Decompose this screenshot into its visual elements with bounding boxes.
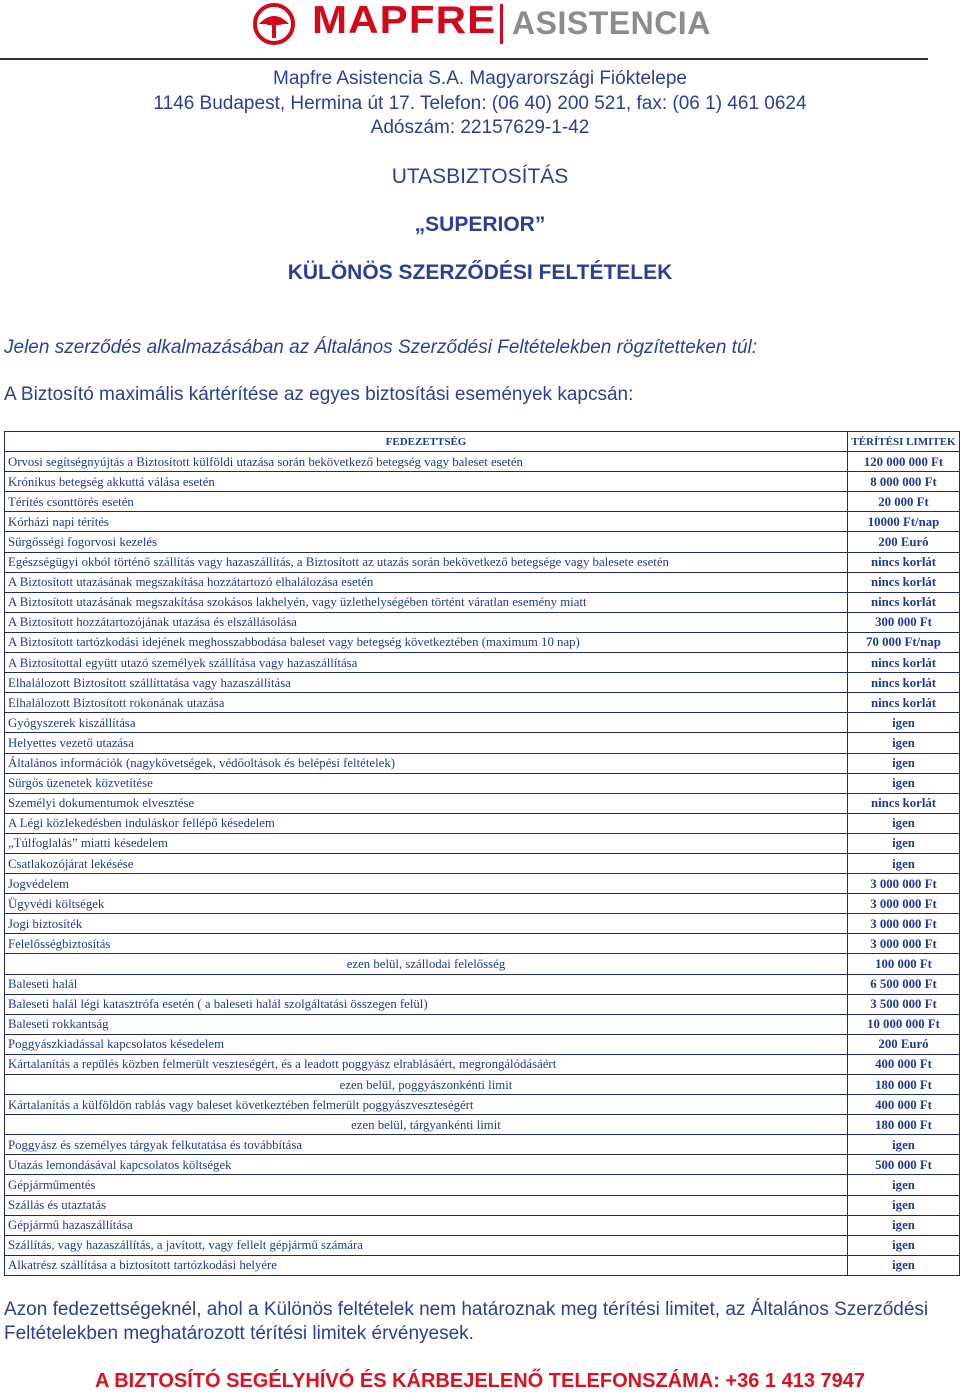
mapfre-emblem-icon: [250, 2, 298, 46]
table-row: [5, 833, 960, 853]
limit-cell: 8 000 000 Ft: [848, 472, 960, 492]
limit-cell: 70 000 Ft/nap: [848, 632, 960, 652]
coverage-cell: Ügyvédi költségek: [5, 894, 848, 914]
coverage-cell: Helyettes vezető utazása: [5, 733, 848, 753]
limit-cell: igen: [848, 813, 960, 833]
document-title: UTASBIZTOSÍTÁS: [391, 165, 569, 188]
table-row: [5, 914, 960, 934]
table-row: [5, 1054, 960, 1074]
logo-separator: [500, 4, 503, 44]
limit-cell: igen: [848, 1215, 960, 1235]
company-name: Mapfre Asistencia S.A. Magyarországi Fióktelepe: [273, 68, 687, 89]
coverage-cell: Gyógyszerek kiszállítása: [5, 713, 848, 733]
limit-cell: igen: [848, 753, 960, 773]
coverage-cell: A Biztosított hozzátartozójának utazása és elszállásolása: [5, 612, 848, 632]
table-row: [5, 1195, 960, 1215]
limit-cell: 500 000 Ft: [848, 1155, 960, 1175]
table-row: [5, 934, 960, 954]
coverage-cell: Szállítás, vagy hazaszállítás, a javított, vagy fellelt gépjármű számára: [5, 1235, 848, 1255]
table-row: [5, 492, 960, 512]
intro-lead: A Biztosító maximális kártérítése az egyes biztosítási események kapcsán:: [4, 384, 634, 405]
table-row: [5, 1075, 960, 1095]
table-header-row: [5, 432, 960, 452]
coverage-cell: „Túlfoglalás” miatti késedelem: [5, 833, 848, 853]
limit-cell: 180 000 Ft: [848, 1075, 960, 1095]
coverage-cell: Utazás lemondásával kapcsolatos költségek: [5, 1155, 848, 1175]
limit-cell: 120 000 000 Ft: [848, 452, 960, 472]
table-row: [5, 653, 960, 673]
limit-cell: nincs korlát: [848, 793, 960, 813]
table-row: [5, 512, 960, 532]
coverage-cell: Alkatrész szállítása a biztosított tartózkodási helyére: [5, 1255, 848, 1275]
coverage-cell: A Biztosítottal együtt utazó személyek szállítása vagy hazaszállítása: [5, 653, 848, 673]
emergency-phone: A BIZTOSÍTÓ SEGÉLYHÍVÓ ÉS KÁRBEJELENŐ TELEFONSZÁMA: +36 1 413 7947: [94, 1370, 866, 1392]
limit-cell: 200 Euró: [848, 1034, 960, 1054]
limit-cell: 100 000 Ft: [848, 954, 960, 974]
coverage-cell: Kórházi napi térítés: [5, 512, 848, 532]
table-row: [5, 1215, 960, 1235]
coverage-column-header: FEDEZETTSÉG: [5, 432, 848, 452]
table-row: [5, 1235, 960, 1255]
table-row: [5, 974, 960, 994]
coverage-cell: ezen belül, szállodai felelősség: [5, 954, 848, 974]
tax-number: Adószám: 22157629-1-42: [370, 117, 590, 138]
coverage-cell: Általános információk (nagykövetségek, védőoltások és belépési feltételek): [5, 753, 848, 773]
limit-cell: igen: [848, 853, 960, 873]
limit-cell: nincs korlát: [848, 552, 960, 572]
table-row: [5, 612, 960, 632]
limit-cell: nincs korlát: [848, 592, 960, 612]
limit-cell: igen: [848, 833, 960, 853]
table-row: [5, 874, 960, 894]
coverage-cell: Sürgős üzenetek közvetítése: [5, 773, 848, 793]
coverage-cell: Személyi dokumentumok elvesztése: [5, 793, 848, 813]
coverage-cell: Poggyász és személyes tárgyak felkutatása és továbbítása: [5, 1135, 848, 1155]
table-row: [5, 552, 960, 572]
table-row: [5, 572, 960, 592]
limit-cell: nincs korlát: [848, 673, 960, 693]
table-row: [5, 632, 960, 652]
coverage-cell: A Biztosított utazásának megszakítása hozzátartozó elhalálozása esetén: [5, 572, 848, 592]
plan-name: „SUPERIOR”: [414, 213, 546, 236]
coverage-cell: Csatlakozójárat lekésése: [5, 853, 848, 873]
limit-cell: 180 000 Ft: [848, 1115, 960, 1135]
coverage-cell: Elhalálozott Biztosított szállíttatása vagy hazaszállítása: [5, 673, 848, 693]
limit-cell: igen: [848, 1235, 960, 1255]
table-row: [5, 452, 960, 472]
limit-cell: 400 000 Ft: [848, 1095, 960, 1115]
footnote: Azon fedezettségeknél, ahol a Különös feltételek nem határoznak meg térítési limitet, az Általános Szerződési Feltételekben meghatározott térítési limitek érvényesek.: [4, 1299, 929, 1344]
coverage-cell: Jogi biztosíték: [5, 914, 848, 934]
table-row: [5, 1034, 960, 1054]
coverage-cell: ezen belül, poggyászonkénti limit: [5, 1075, 848, 1095]
limit-cell: igen: [848, 713, 960, 733]
table-row: [5, 693, 960, 713]
coverage-cell: Gépjárműmentés: [5, 1175, 848, 1195]
coverage-cell: Felelősségbiztosítás: [5, 934, 848, 954]
limit-cell: nincs korlát: [848, 693, 960, 713]
intro-text: Jelen szerződés alkalmazásában az Általános Szerződési Feltételekben rögzítetteken túl:: [4, 337, 758, 358]
coverage-cell: Kártalanítás a repülés közben felmerült veszteségért, és a leadott poggyász elrablásáért, megrongálódásáért: [5, 1054, 848, 1074]
limit-cell: 3 500 000 Ft: [848, 994, 960, 1014]
mapfre-logo: [248, 0, 711, 48]
table-row: [5, 894, 960, 914]
limit-cell: 10000 Ft/nap: [848, 512, 960, 532]
coverage-cell: Poggyászkiadással kapcsolatos késedelem: [5, 1034, 848, 1054]
limit-cell: igen: [848, 1255, 960, 1275]
coverage-cell: Kártalanítás a külföldön rablás vagy baleset következtében felmerült poggyászveszteségért: [5, 1095, 848, 1115]
coverage-cell: Baleseti halál légi katasztrófa esetén ( a baleseti halál szolgáltatási összegen felül): [5, 994, 848, 1014]
coverage-cell: Jogvédelem: [5, 874, 848, 894]
table-row: [5, 673, 960, 693]
table-row: [5, 1135, 960, 1155]
coverage-cell: Sürgősségi fogorvosi kezelés: [5, 532, 848, 552]
table-row: [5, 1014, 960, 1034]
table-row: [5, 1175, 960, 1195]
limit-cell: igen: [848, 1175, 960, 1195]
coverage-cell: Krónikus betegség akkuttá válása esetén: [5, 472, 848, 492]
coverage-cell: ezen belül, tárgyankénti limit: [5, 1115, 848, 1135]
table-row: [5, 532, 960, 552]
coverage-table: [4, 431, 960, 1276]
limit-cell: 20 000 Ft: [848, 492, 960, 512]
table-row: [5, 954, 960, 974]
table-row: [5, 773, 960, 793]
table-row: [5, 793, 960, 813]
limit-cell: 3 000 000 Ft: [848, 874, 960, 894]
limit-cell: 400 000 Ft: [848, 1054, 960, 1074]
table-row: [5, 753, 960, 773]
coverage-cell: Elhalálozott Biztosított rokonának utazása: [5, 693, 848, 713]
limit-cell: igen: [848, 773, 960, 793]
limit-cell: 3 000 000 Ft: [848, 894, 960, 914]
logo-subtitle: ASISTENCIA: [512, 5, 711, 41]
logo-brand: MAPFRE: [312, 0, 497, 42]
limit-cell: 200 Euró: [848, 532, 960, 552]
table-row: [5, 713, 960, 733]
coverage-cell: Gépjármű hazaszállítása: [5, 1215, 848, 1235]
table-row: [5, 1115, 960, 1135]
coverage-cell: Térítés csonttörés esetén: [5, 492, 848, 512]
header-rule: [0, 58, 928, 60]
limit-cell: 3 000 000 Ft: [848, 934, 960, 954]
limit-cell: igen: [848, 1195, 960, 1215]
table-row: [5, 813, 960, 833]
table-row: [5, 592, 960, 612]
limit-cell: 3 000 000 Ft: [848, 914, 960, 934]
table-row: [5, 1095, 960, 1115]
coverage-cell: Baleseti rokkantság: [5, 1014, 848, 1034]
table-row: [5, 733, 960, 753]
limit-cell: igen: [848, 1135, 960, 1155]
limit-cell: nincs korlát: [848, 572, 960, 592]
table-row: [5, 994, 960, 1014]
coverage-table-body: [5, 452, 960, 1276]
coverage-cell: Baleseti halál: [5, 974, 848, 994]
limit-cell: igen: [848, 733, 960, 753]
limit-cell: 10 000 000 Ft: [848, 1014, 960, 1034]
coverage-cell: A Légi közlekedésben induláskor fellépő késedelem: [5, 813, 848, 833]
company-address: 1146 Budapest, Hermina út 17. Telefon: (06 40) 200 521, fax: (06 1) 461 0624: [153, 93, 807, 114]
coverage-cell: A Biztosított utazásának megszakítása szokásos lakhelyén, vagy üzlethelységében történt váratlan esemény miatt: [5, 592, 848, 612]
coverage-cell: Orvosi segítségnyújtás a Biztosított külföldi utazása során bekövetkező betegség vagy baleset esetén: [5, 452, 848, 472]
table-row: [5, 472, 960, 492]
table-row: [5, 1255, 960, 1275]
coverage-cell: Egészségügyi okból történő szállítás vagy hazaszállítás, a Biztosított az utazás során bekövetkező betegsége vagy balesete esetén: [5, 552, 848, 572]
table-row: [5, 1155, 960, 1175]
limit-cell: 300 000 Ft: [848, 612, 960, 632]
limit-cell: 6 500 000 Ft: [848, 974, 960, 994]
coverage-cell: A Biztosított tartózkodási idejének meghosszabbodása baleset vagy betegség következtében (maximum 10 nap): [5, 632, 848, 652]
coverage-cell: Szállás és utaztatás: [5, 1195, 848, 1215]
document-subtitle: KÜLÖNÖS SZERZŐDÉSI FELTÉTELEK: [287, 261, 673, 284]
limit-cell: nincs korlát: [848, 653, 960, 673]
table-row: [5, 853, 960, 873]
limit-column-header: TÉRÍTÉSI LIMITEK: [848, 432, 960, 452]
